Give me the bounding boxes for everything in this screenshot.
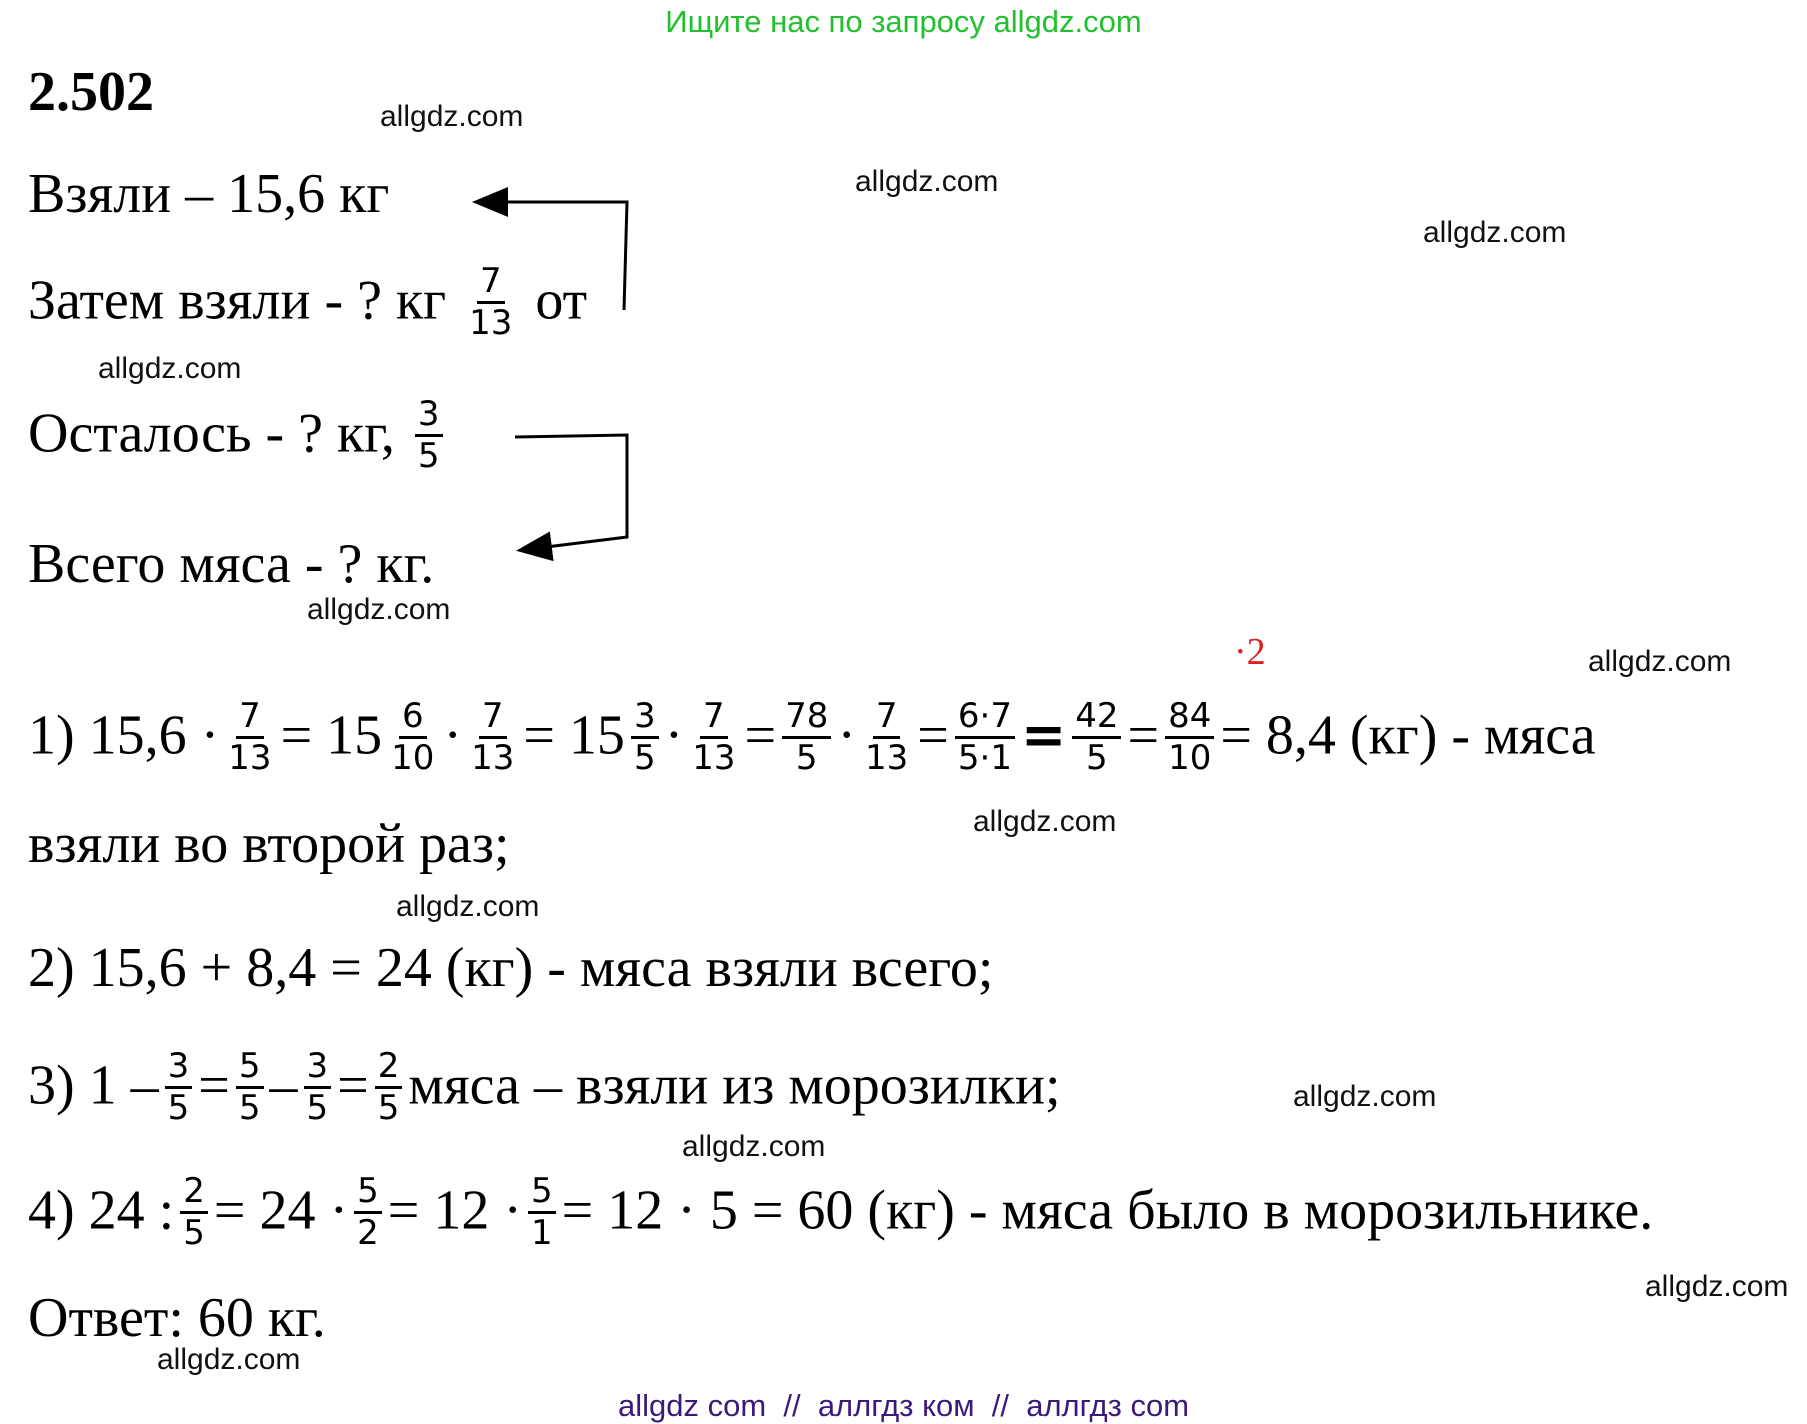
watermark: allgdz.com [1588,645,1732,678]
watermark: allgdz.com [1423,216,1567,249]
solution-step-1 [28,696,1596,781]
fraction: $\frac{7}{13}$ [228,696,272,779]
watermark: allgdz.com [973,805,1117,838]
fraction: $\frac{6\cdot 7}{5\cdot 1}$ [955,697,1015,778]
watermark: allgdz.com [157,1343,301,1376]
expr-text: = [1127,704,1160,767]
fraction: $\frac{7}{13}$ [692,696,736,779]
condition-text: Затем взяли - ? кг [28,269,447,332]
footer-text: allgdz com // аллгдз ком // аллгдз com [617,1388,1190,1423]
expr-text: = 12 · 5 = 60 (кг) - мяса было в морозильнике. [561,1179,1654,1242]
fraction: $\frac{3}{5}$ [304,1047,332,1128]
watermark: allgdz.com [307,593,451,626]
watermark: allgdz.com [98,352,242,385]
expr-text: = [744,704,777,767]
answer: Ответ: 60 кг. [28,1287,326,1349]
expr-text: = 24 · [213,1179,349,1242]
expr-text: = [1020,703,1067,767]
expr-text: · [664,704,684,767]
fraction: $\frac{7}{13}$ [469,261,513,344]
watermark: allgdz.com [682,1130,826,1163]
expr-text: = 8,4 (кг) - мяса [1220,704,1596,767]
watermark: allgdz.com [380,100,524,133]
fraction: $\frac{6}{10}$ [391,696,435,779]
fraction: $\frac{42}{5}$ [1072,697,1121,778]
fraction: $\frac{7}{13}$ [471,696,515,779]
condition-text: от [535,269,588,332]
fraction: $\frac{3}{5}$ [631,697,659,778]
fraction: $\frac{5}{1}$ [528,1172,556,1253]
fraction: $\frac{5}{5}$ [236,1047,264,1128]
arrow-to-taken [478,202,627,310]
expr-text: мяса – взяли из морозилки; [408,1054,1061,1117]
banner-text: Ищите нас по запросу allgdz.com [665,4,1142,39]
expr-text: – [269,1054,298,1117]
expr-text: = [337,1054,369,1117]
expr-text: 3) 1 – [28,1054,159,1117]
fraction: $\frac{7}{13}$ [865,696,909,779]
expr-text: 1) 15,6 · [28,704,220,767]
arrow-to-total [515,435,627,550]
expr-text: = [917,704,949,767]
expr-text: = 15 [523,704,625,767]
solution-step-2: 2) 15,6 + 8,4 = 24 (кг) - мяса взяли всего; [28,937,994,999]
footer [0,1388,1807,1424]
problem-number: 2.502 [28,61,154,123]
fraction: $\frac{78}{5}$ [782,697,831,778]
expr-text: = 15 [280,704,383,767]
expr-text: = 12 · [387,1179,522,1242]
fraction: $\frac{2}{5}$ [180,1172,208,1253]
watermark: allgdz.com [1293,1080,1437,1113]
expr-text: · [837,704,857,767]
fraction: $\frac{2}{5}$ [375,1047,403,1128]
condition-line-total: Всего мяса - ? кг. [28,533,435,595]
condition-text: Осталось - ? кг, [28,402,395,465]
solution-step-1-continuation: взяли во второй раз; [28,813,510,875]
fraction: $\frac{5}{2}$ [354,1172,382,1253]
watermark: allgdz.com [396,890,540,923]
expr-text: = [198,1054,230,1117]
expr-text: 4) 24 : [28,1179,175,1242]
expr-text: · [443,704,463,767]
multiplier-note: ·2 [1234,631,1266,673]
solution-step-3 [28,1046,1061,1131]
fraction: $\frac{3}{5}$ [415,395,443,476]
solution-step-4 [28,1171,1654,1256]
watermark: allgdz.com [855,165,999,198]
condition-line-taken: Взяли – 15,6 кг [28,163,390,225]
fraction: $\frac{3}{5}$ [165,1047,193,1128]
fraction: $\frac{84}{10}$ [1165,697,1214,778]
watermark: allgdz.com [1645,1270,1789,1303]
